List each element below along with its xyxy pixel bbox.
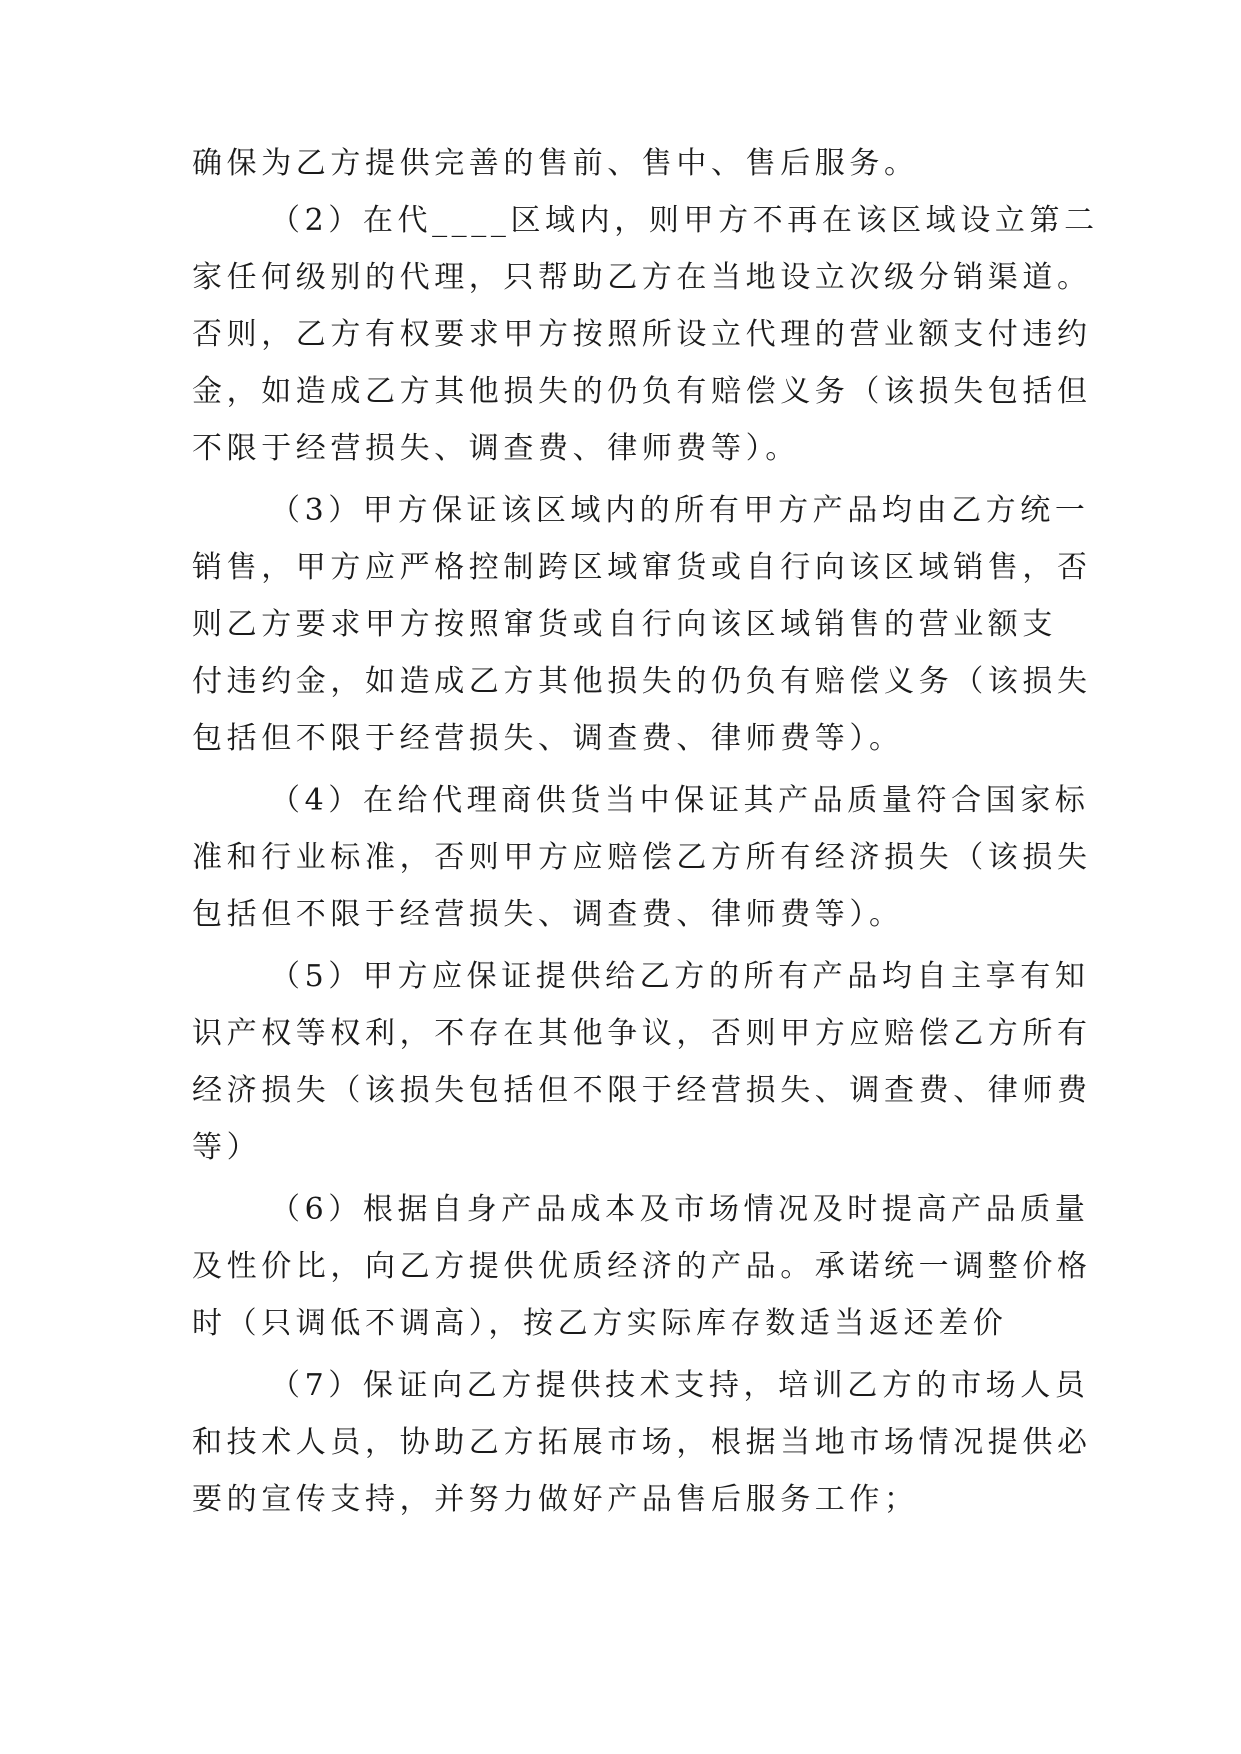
clause-3-line: （3）甲方保证该区域内的所有甲方产品均由乙方统一 <box>270 493 1090 528</box>
text-line: 家任何级别的代理，只帮助乙方在当地设立次级分销渠道。 <box>192 260 1092 295</box>
text-line: 包括但不限于经营损失、调查费、律师费等）。 <box>192 897 904 932</box>
clause-5-line: （5）甲方应保证提供给乙方的所有产品均自主享有知 <box>270 959 1090 994</box>
clause-2-line: （2）在代____区域内，则甲方不再在该区域设立第二 <box>270 203 1099 238</box>
text-line: 及性价比，向乙方提供优质经济的产品。承诺统一调整价格 <box>192 1249 1092 1284</box>
text-line: 金，如造成乙方其他损失的仍负有赔偿义务（该损失包括但 <box>192 374 1092 409</box>
text-line: 时（只调低不调高），按乙方实际库存数适当返还差价 <box>192 1306 1008 1341</box>
text-line: 确保为乙方提供完善的售前、售中、售后服务。 <box>192 146 919 181</box>
clause-6-line: （6）根据自身产品成本及市场情况及时提高产品质量 <box>270 1192 1090 1227</box>
text-line: 包括但不限于经营损失、调查费、律师费等）。 <box>192 721 904 756</box>
clause-7-line: （7）保证向乙方提供技术支持，培训乙方的市场人员 <box>270 1368 1090 1403</box>
text-line: 经济损失（该损失包括但不限于经营损失、调查费、律师费 <box>192 1073 1092 1108</box>
text-line: 否则，乙方有权要求甲方按照所设立代理的营业额支付违约 <box>192 317 1092 352</box>
text-line: 识产权等权利，不存在其他争议，否则甲方应赔偿乙方所有 <box>192 1016 1092 1051</box>
text-line: 等） <box>192 1130 262 1165</box>
text-line: 则乙方要求甲方按照窜货或自行向该区域销售的营业额支 <box>192 607 1057 642</box>
text-line: 准和行业标准，否则甲方应赔偿乙方所有经济损失（该损失 <box>192 840 1092 875</box>
text-line: 付违约金，如造成乙方其他损失的仍负有赔偿义务（该损失 <box>192 664 1092 699</box>
text-line: 销售，甲方应严格控制跨区域窜货或自行向该区域销售，否 <box>192 550 1092 585</box>
text-line: 不限于经营损失、调查费、律师费等）。 <box>192 431 800 466</box>
clause-4-line: （4）在给代理商供货当中保证其产品质量符合国家标 <box>270 783 1090 818</box>
text-line: 和技术人员，协助乙方拓展市场，根据当地市场情况提供必 <box>192 1425 1092 1460</box>
text-line: 要的宣传支持，并努力做好产品售后服务工作； <box>192 1482 919 1517</box>
